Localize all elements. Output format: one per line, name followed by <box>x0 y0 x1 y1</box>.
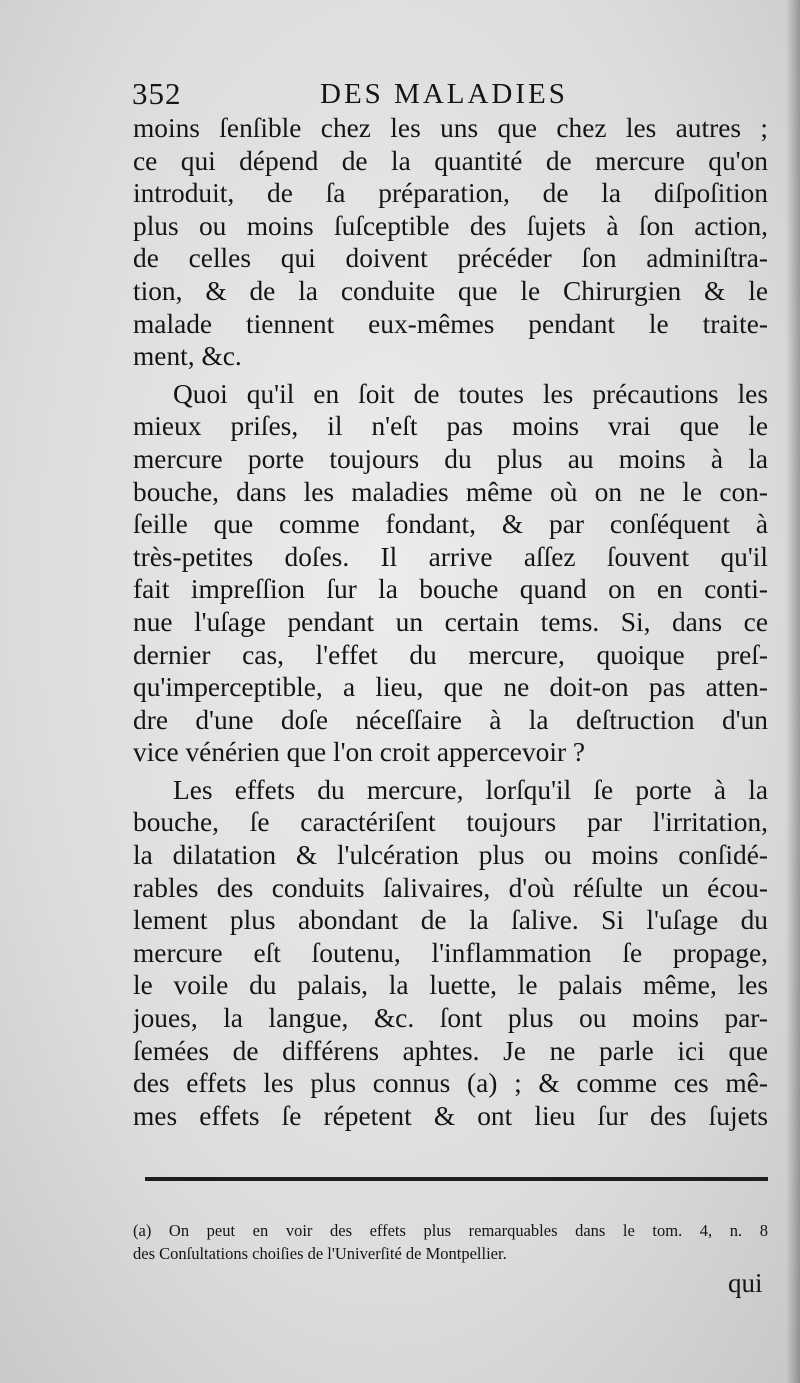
text-line: ſeille que comme fondant, & par conſéquent à <box>133 509 768 540</box>
page-header <box>132 74 772 114</box>
text-line: le voile du palais, la luette, le palais même, les <box>133 970 768 1001</box>
footnote-line: des Conſultations choiſies de l'Univerſité de Montpellier. <box>133 1244 507 1263</box>
text-line: qu'imperceptible, a lieu, que ne doit-on pas atten- <box>133 672 768 703</box>
text-line: dernier cas, l'effet du mercure, quoique preſ- <box>133 639 768 670</box>
text-line: de celles qui doivent précéder ſon adminiſtra- <box>133 243 768 274</box>
text-line: dre d'une doſe néceſſaire à la deſtruction d'un <box>133 704 768 735</box>
page-number: 352 <box>132 76 182 111</box>
footnote <box>133 1219 768 1265</box>
text-line: mercure eſt ſoutenu, l'inflammation ſe propage, <box>133 937 768 968</box>
text-line: mieux priſes, il n'eſt pas moins vrai que le <box>133 411 768 442</box>
text-line: ce qui dépend de la quantité de mercure qu'on <box>133 145 768 176</box>
text-line: nue l'uſage pendant un certain tems. Si, dans ce <box>133 606 768 637</box>
catchword: qui <box>728 1268 763 1298</box>
text-line: mercure porte toujours du plus au moins à la <box>133 443 768 474</box>
text-line: vice vénérien que l'on croit appercevoir ? <box>133 737 586 768</box>
paragraph <box>133 774 768 1133</box>
text-line: plus ou moins ſuſceptible des ſujets à ſon action, <box>133 210 768 241</box>
text-line: lement plus abondant de la ſalive. Si l'uſage du <box>133 905 768 936</box>
text-line: moins ſenſible chez les uns que chez les autres ; <box>133 113 768 143</box>
paragraph <box>133 112 768 373</box>
text-line: des effets les plus connus (a) ; & comme ces mê- <box>133 1068 768 1099</box>
text-line: Quoi qu'il en ſoit de toutes les précautions les <box>173 378 768 409</box>
footnote-rule <box>145 1177 768 1181</box>
text-line: joues, la langue, &c. ſont plus ou moins par- <box>133 1003 768 1034</box>
footnote-line: (a) On peut en voir des effets plus remarquables dans le tom. 4, n. 8 <box>133 1221 768 1240</box>
text-line: très-petites doſes. Il arrive aſſez ſouvent qu'il <box>133 541 768 572</box>
text-line: ſemées de différens aphtes. Je ne parle ici que <box>133 1035 768 1066</box>
running-head: DES MALADIES <box>320 78 568 110</box>
text-line: bouche, dans les maladies même où on ne le con- <box>133 476 768 507</box>
text-line: rables des conduits ſalivaires, d'où réſulte un écou- <box>133 872 768 903</box>
page-edge-shadow <box>786 0 800 1383</box>
body-text <box>133 112 768 1137</box>
text-line: tion, & de la conduite que le Chirurgien & le <box>133 275 768 306</box>
text-line: la dilatation & l'ulcération plus ou moins conſidé- <box>133 840 768 871</box>
text-line: ment, &c. <box>133 341 242 372</box>
text-line: introduit, de ſa préparation, de la diſpoſition <box>133 178 768 209</box>
text-line: fait impreſſion ſur la bouche quand on en conti- <box>133 574 768 605</box>
text-line: bouche, ſe caractériſent toujours par l'irritation, <box>133 807 768 838</box>
paragraph <box>133 378 768 769</box>
text-line: mes effets ſe répetent & ont lieu ſur des ſujets <box>133 1100 768 1131</box>
text-line: malade tiennent eux-mêmes pendant le traite- <box>133 308 768 339</box>
text-line: Les effets du mercure, lorſqu'il ſe porte à la <box>173 774 768 805</box>
